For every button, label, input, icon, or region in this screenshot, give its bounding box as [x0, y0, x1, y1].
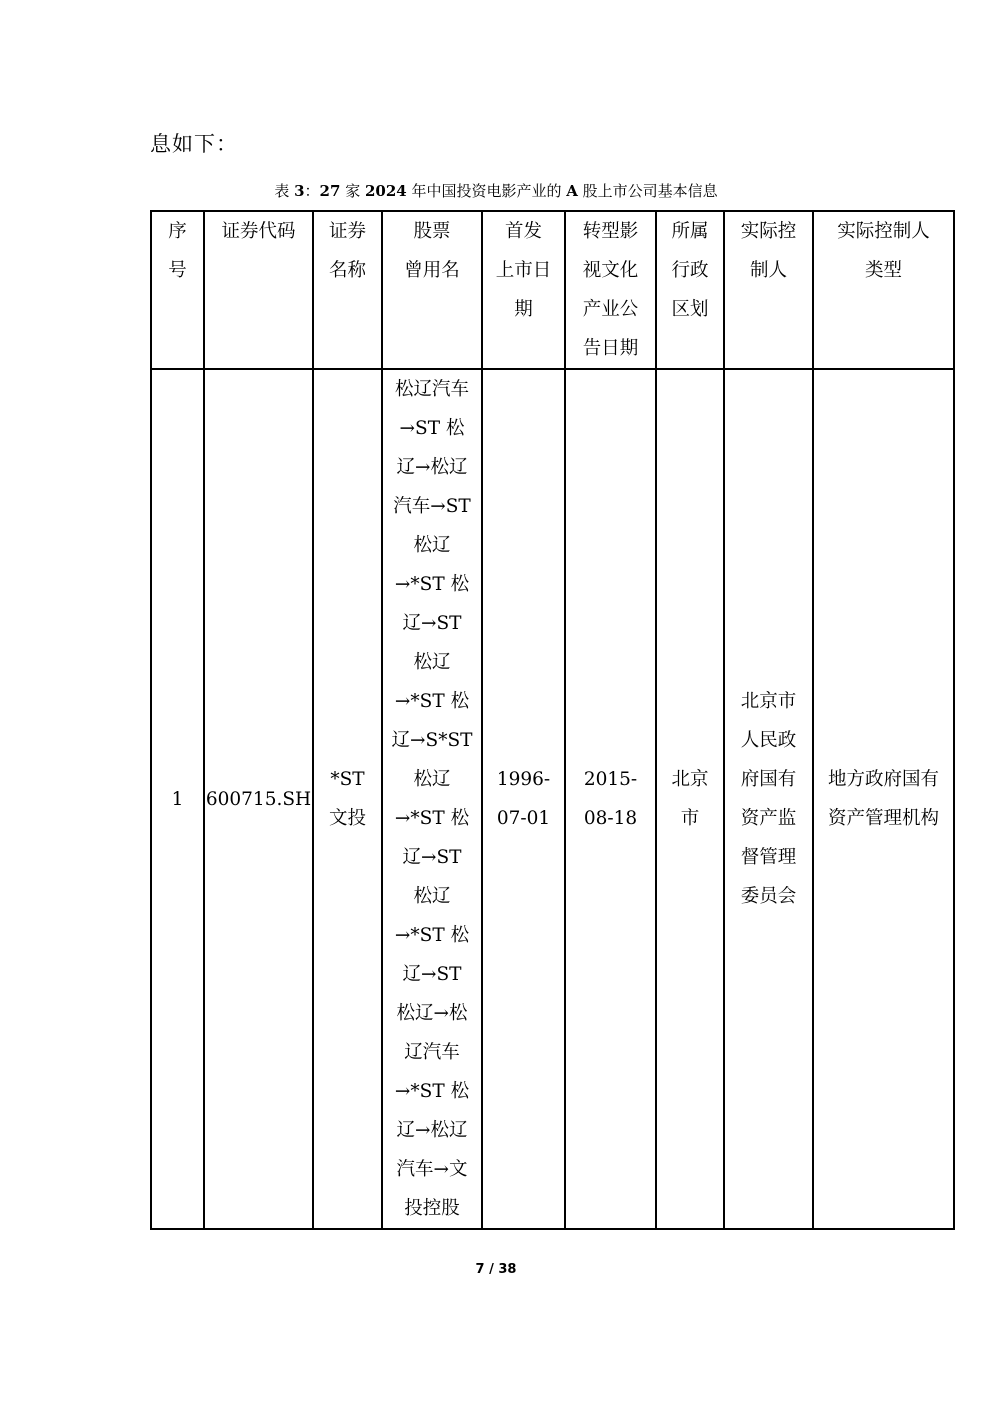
cell-code — [204, 369, 313, 1229]
table-header-row — [151, 211, 954, 369]
intro-text: 息如下： — [150, 132, 238, 156]
cell-line: 府国有 — [740, 769, 797, 790]
header-line: 证券代码 — [221, 221, 296, 242]
header-line: 名称 — [328, 260, 366, 281]
cell-line: 08-18 — [583, 808, 638, 829]
header-line: 产业公 — [582, 299, 639, 320]
page-number: 7 — [475, 1262, 485, 1277]
cell-controller — [724, 369, 813, 1229]
header-line: 转型影 — [582, 221, 639, 242]
header-line: 首发 — [504, 221, 542, 242]
cell-line: 汽车→文 — [396, 1159, 468, 1180]
caption-number: 3 — [294, 182, 305, 200]
caption-share-class: A — [566, 182, 578, 200]
caption-mid2: 年中国投资电影产业的 — [406, 182, 567, 200]
caption-prefix: 表 — [274, 182, 295, 200]
header-code — [204, 211, 313, 369]
cell-line: 辽→松辽 — [396, 1120, 468, 1141]
cell-line: 600715.SH — [205, 788, 312, 810]
cell-index — [151, 369, 204, 1229]
page-footer — [0, 1262, 992, 1277]
cell-line: 投控股 — [404, 1198, 460, 1219]
cell-line: 辽→ST — [402, 964, 462, 985]
caption-colon: ： — [304, 182, 320, 200]
header-line: 告日期 — [582, 338, 639, 359]
caption-count: 27 — [319, 182, 341, 200]
cell-line: 辽汽车 — [404, 1042, 460, 1063]
header-line: 期 — [514, 299, 533, 320]
company-info-table — [150, 210, 955, 1230]
cell-line: 委员会 — [740, 886, 797, 907]
header-line: 实际控 — [740, 221, 797, 242]
cell-line: 松辽 — [413, 652, 451, 673]
cell-line: 松辽→松 — [396, 1003, 468, 1024]
cell-line: →*ST 松 — [394, 1081, 470, 1102]
header-line: 所属 — [671, 221, 709, 242]
header-index — [151, 211, 204, 369]
cell-line: 辽→ST — [402, 613, 462, 634]
caption-suffix: 股上市公司基本信息 — [577, 182, 718, 200]
header-former-names — [382, 211, 482, 369]
cell-line: 辽→松辽 — [396, 457, 468, 478]
header-transition-date — [565, 211, 656, 369]
cell-line: 人民政 — [740, 730, 797, 751]
cell-line: 辽→ST — [402, 847, 462, 868]
header-ipo-date — [482, 211, 565, 369]
cell-line: →*ST 松 — [394, 808, 470, 829]
cell-line: 资产管理机构 — [827, 808, 939, 829]
header-line: 实际控制人 — [837, 221, 930, 242]
cell-line: 1996- — [496, 769, 551, 790]
page-separator: / — [484, 1262, 499, 1277]
cell-line: 地方政府国有 — [827, 769, 939, 790]
cell-region — [656, 369, 724, 1229]
cell-line: *ST — [330, 769, 365, 790]
cell-line: 北京市 — [740, 691, 797, 712]
header-line: 视文化 — [582, 260, 639, 281]
cell-line: →*ST 松 — [394, 925, 470, 946]
cell-line: 资产监 — [740, 808, 797, 829]
cell-line: 督管理 — [740, 847, 797, 868]
cell-line: 汽车→ST — [393, 496, 471, 517]
cell-line: →ST 松 — [399, 418, 465, 439]
caption-year: 2024 — [364, 182, 407, 200]
header-line: 曾用名 — [404, 260, 460, 281]
header-line: 制人 — [749, 260, 787, 281]
header-line: 序 — [168, 221, 187, 242]
cell-line: →*ST 松 — [394, 691, 470, 712]
cell-line: 松辽 — [413, 769, 451, 790]
cell-ipo-date — [482, 369, 565, 1229]
cell-line: 松辽 — [413, 886, 451, 907]
header-controller — [724, 211, 813, 369]
table-caption — [0, 180, 992, 201]
cell-line: 辽→S*ST — [391, 730, 473, 751]
cell-line: 市 — [680, 808, 700, 829]
header-line: 上市日 — [495, 260, 552, 281]
cell-line: →*ST 松 — [394, 574, 470, 595]
page-total: 38 — [498, 1262, 517, 1277]
caption-mid1: 家 — [340, 182, 365, 200]
header-line: 证券 — [328, 221, 366, 242]
cell-controller-type — [813, 369, 954, 1229]
cell-line: 文投 — [328, 808, 366, 829]
cell-line: 松辽汽车 — [394, 379, 469, 400]
header-line: 号 — [168, 260, 187, 281]
cell-transition-date — [565, 369, 656, 1229]
cell-line: 北京 — [671, 769, 709, 790]
header-line: 类型 — [864, 260, 902, 281]
header-controller-type — [813, 211, 954, 369]
table-row — [151, 369, 954, 1229]
cell-line: 2015- — [583, 769, 638, 790]
header-name — [313, 211, 382, 369]
cell-name — [313, 369, 382, 1229]
header-line: 股票 — [413, 221, 451, 242]
header-line: 行政 — [671, 260, 709, 281]
cell-former-names — [382, 369, 482, 1229]
cell-line: 07-01 — [496, 808, 551, 829]
cell-line: 松辽 — [413, 535, 451, 556]
cell-line: 1 — [171, 788, 184, 810]
header-line: 区划 — [671, 299, 709, 320]
header-region — [656, 211, 724, 369]
